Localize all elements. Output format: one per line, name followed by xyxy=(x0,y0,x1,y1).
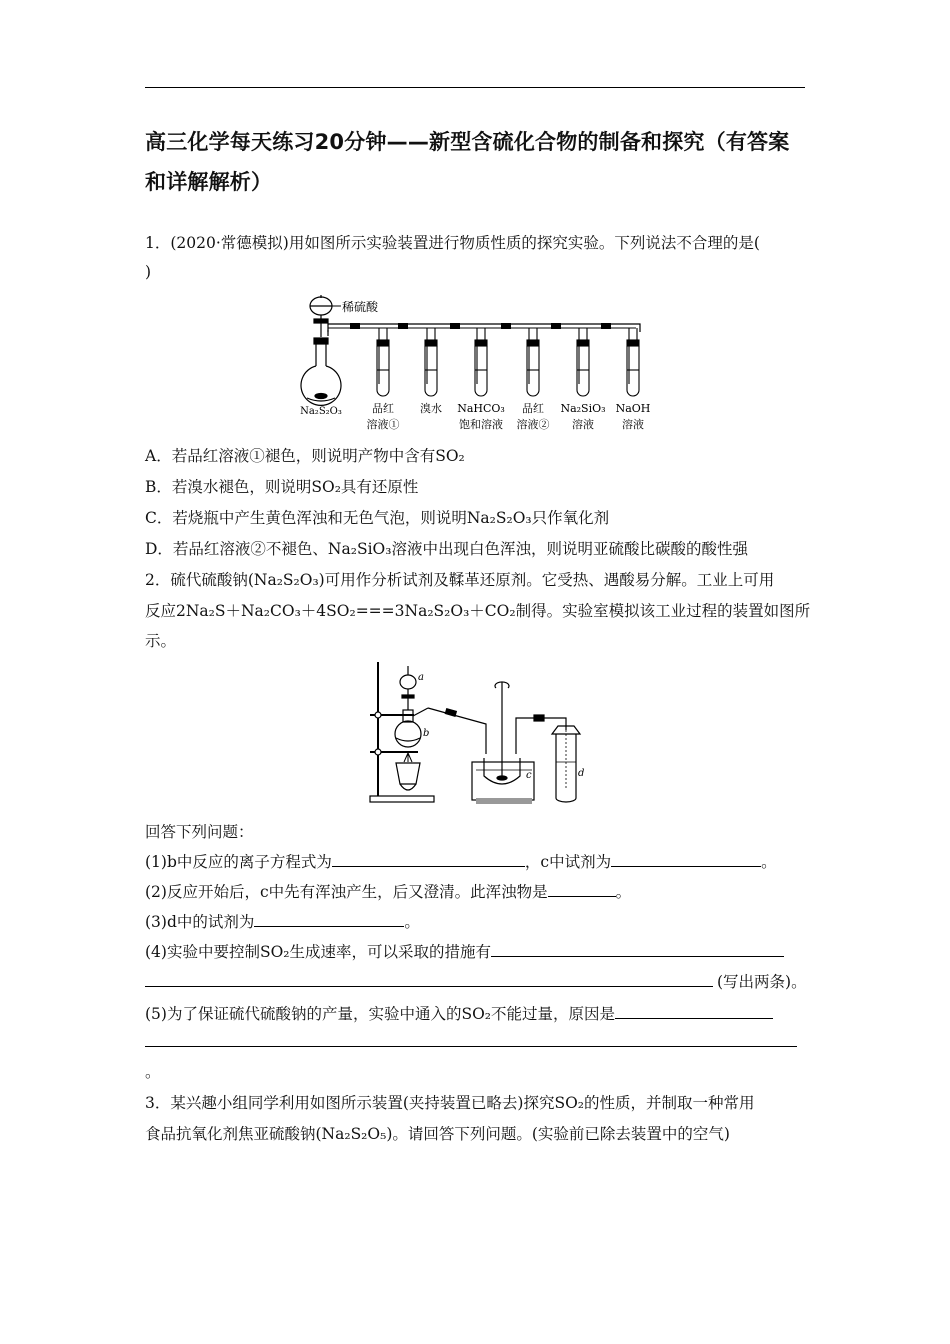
q3-stem-line1: 3．某兴趣小组同学利用如图所示装置(夹持装置已略去)探究SO₂的性质，并制取一种常用 xyxy=(145,1094,755,1112)
tube6-label-2: 溶液 xyxy=(622,418,644,431)
q2-answer-intro: 回答下列问题： xyxy=(145,823,254,841)
q2-part2-end: 。 xyxy=(615,883,632,901)
q2-apparatus-figure xyxy=(366,658,592,808)
q2-stem-line3: 示。 xyxy=(145,632,177,650)
q2-part4-end: (写出两条)。 xyxy=(717,973,807,991)
q1-option-a: A．若品红溶液①褪色，则说明产物中含有SO₂ xyxy=(145,447,465,465)
q1-stem: 1．(2020·常德模拟)用如图所示实验装置进行物质性质的探究实验。下列说法不合理的是( xyxy=(145,234,760,252)
tube1-label-2: 溶液① xyxy=(366,418,400,431)
tube6-label-1: NaOH xyxy=(615,402,651,415)
q2-part4 xyxy=(145,942,784,962)
label-d: d xyxy=(578,768,585,779)
q2-part2 xyxy=(145,882,631,902)
q2-part5-end: 。 xyxy=(145,1063,161,1081)
tube5-label-2: 溶液 xyxy=(572,418,594,431)
q2-part1-end: 。 xyxy=(761,853,777,871)
q2-part5 xyxy=(145,1004,773,1024)
q2-part1-blank-c[interactable] xyxy=(611,852,761,867)
tube5-label-1: Na₂SiO₃ xyxy=(560,402,606,415)
flask-label: Na₂S₂O₃ xyxy=(300,406,342,417)
q2-stem-line2: 反应2Na₂S＋Na₂CO₃＋4SO₂===3Na₂S₂O₃＋CO₂制得。实验室模拟该工业过程的装置如图所 xyxy=(145,602,811,620)
q1-apparatus-figure xyxy=(295,292,665,434)
label-b: b xyxy=(423,728,430,739)
page-title: 高三化学每天练习20分钟——新型含硫化合物的制备和探究（有答案和详解解析） xyxy=(145,130,790,194)
q2-part3-end: 。 xyxy=(404,913,420,931)
tube4-label-1: 品红 xyxy=(522,402,544,415)
q1-option-c: C．若烧瓶中产生黄色浑浊和无色气泡，则说明Na₂S₂O₃只作氧化剂 xyxy=(145,509,610,527)
label-c: c xyxy=(526,770,532,781)
q2-part4-blank-2[interactable] xyxy=(145,972,713,987)
q1-option-b: B．若溴水褪色，则说明SO₂具有还原性 xyxy=(145,478,419,496)
tube1-label-1: 品红 xyxy=(372,402,394,415)
q1-option-d: D．若品红溶液②不褪色、Na₂SiO₃溶液中出现白色浑浊，则说明亚硫酸比碳酸的酸性强 xyxy=(145,540,748,558)
q2-part3 xyxy=(145,912,420,932)
q2-part1 xyxy=(145,852,777,872)
acid-label: 稀硫酸 xyxy=(342,300,379,314)
tube4-label-2: 溶液② xyxy=(516,418,550,431)
q2-part2-text: (2)反应开始后，c中先有浑浊产生，后又澄清。此浑浊物是 xyxy=(145,883,548,901)
q2-part2-blank[interactable] xyxy=(548,882,616,897)
tube3-label-2: 饱和溶液 xyxy=(459,418,503,431)
q2-part5-blank-2[interactable] xyxy=(145,1032,797,1047)
q2-part5-text: (5)为了保证硫代硫酸钠的产量，实验中通入的SO₂不能过量，原因是 xyxy=(145,1005,615,1023)
separatory-funnel xyxy=(310,295,332,337)
q2-part1-blank-b[interactable] xyxy=(332,852,525,867)
q2-part3-blank[interactable] xyxy=(254,912,404,927)
q2-part5-cont xyxy=(145,1032,797,1052)
q2-part4-cont xyxy=(145,972,807,992)
q2-part1-text: (1)b中反应的离子方程式为 xyxy=(145,853,332,871)
round-bottom-flask xyxy=(301,338,341,405)
q2-part4-text: (4)实验中要控制SO₂生成速率，可以采取的措施有 xyxy=(145,943,491,961)
test-tubes xyxy=(377,328,639,396)
tube2-label: 溴水 xyxy=(420,402,442,415)
q3-stem-line2: 食品抗氧化剂焦亚硫酸钠(Na₂S₂O₅)。请回答下列问题。(实验前已除去装置中的空气) xyxy=(145,1125,730,1143)
q1-stem-close: ) xyxy=(145,263,152,281)
q2-part4-blank-1[interactable] xyxy=(491,942,784,957)
q2-part3-text: (3)d中的试剂为 xyxy=(145,913,255,931)
q2-stem-line1: 2．硫代硫酸钠(Na₂S₂O₃)可用作分析试剂及鞣革还原剂。它受热、遇酸易分解。工业上可用 xyxy=(145,571,775,589)
header-rule xyxy=(145,87,805,88)
q2-part1-text-2: ，c中试剂为 xyxy=(524,853,612,871)
q2-part5-blank-1[interactable] xyxy=(615,1004,773,1019)
label-a: a xyxy=(418,672,424,683)
tube3-label-1: NaHCO₃ xyxy=(457,402,505,415)
